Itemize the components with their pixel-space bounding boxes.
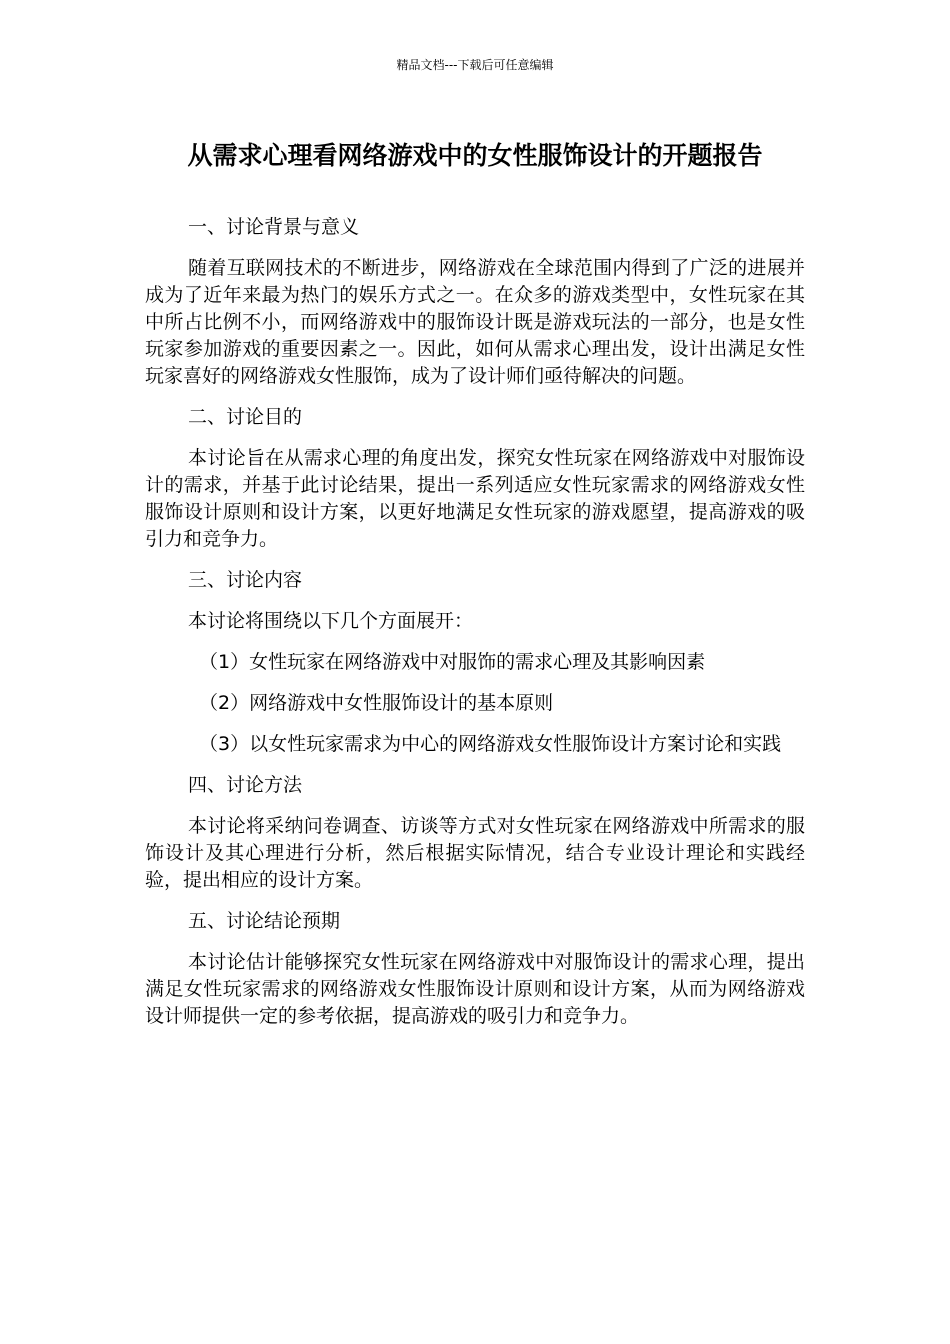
section-heading-content: 三、讨论内容 (188, 569, 303, 591)
section-heading-background: 一、讨论背景与意义 (188, 216, 360, 238)
section-body-method: 本讨论将采纳问卷调查、访谈等方式对女性玩家在网络游戏中所需求的服饰设计及其心理进行分析，然后根据实际情况，结合专业设计理论和实践经验，提出相应的设计方案。 (145, 815, 805, 891)
section-intro-content: 本讨论将围绕以下几个方面展开： (188, 610, 474, 632)
section-body-expected-results: 本讨论估计能够探究女性玩家在网络游戏中对服饰设计的需求心理，提出满足女性玩家需求的网络游戏女性服饰设计原则和设计方案，从而为网络游戏设计师提供一定的参考依据，提高游戏的吸引力和竞争力。 (145, 951, 805, 1027)
list-item: （3）以女性玩家需求为中心的网络游戏女性服饰设计方案讨论和实践 (199, 733, 782, 755)
document-body (145, 214, 805, 1044)
section-heading-purpose: 二、讨论目的 (188, 406, 303, 428)
section-body-background: 随着互联网技术的不断进步，网络游戏在全球范围内得到了广泛的进展并成为了近年来最为热门的娱乐方式之一。在众多的游戏类型中，女性玩家在其中所占比例不小，而网络游戏中的服饰设计既是游戏玩法的一部分，也是女性玩家参加游戏的重要因素之一。因此，如何从需求心理出发，设计出满足女性玩家喜好的网络游戏女性服饰，成为了设计师们亟待解决的问题。 (145, 257, 805, 387)
section-heading-method: 四、讨论方法 (188, 774, 303, 796)
section-body-purpose: 本讨论旨在从需求心理的角度出发，探究女性玩家在网络游戏中对服饰设计的需求，并基于此讨论结果，提出一系列适应女性玩家需求的网络游戏女性服饰设计原则和设计方案，以更好地满足女性玩家的游戏愿望，提高游戏的吸引力和竞争力。 (145, 447, 805, 550)
document-title: 从需求心理看网络游戏中的女性服饰设计的开题报告 (187, 141, 763, 170)
list-item: （2）网络游戏中女性服饰设计的基本原则 (199, 692, 554, 714)
section-heading-expected-results: 五、讨论结论预期 (188, 910, 341, 932)
page-header: 精品文档---下载后可任意编辑 (396, 58, 554, 72)
list-item: （1）女性玩家在网络游戏中对服饰的需求心理及其影响因素 (199, 651, 706, 673)
